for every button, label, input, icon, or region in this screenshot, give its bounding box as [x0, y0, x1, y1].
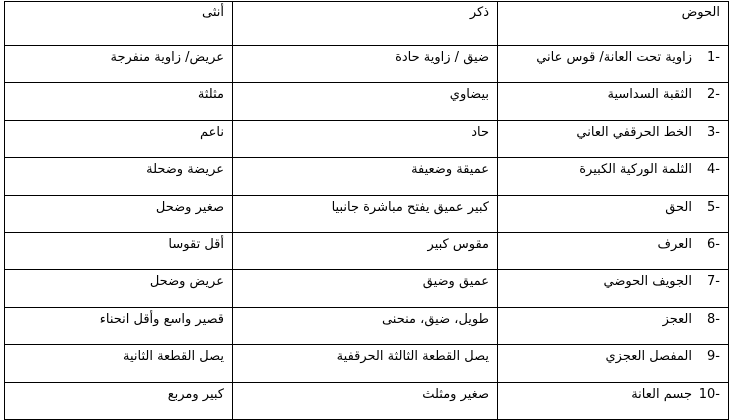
- male-cell: مقوس كبير: [233, 232, 498, 269]
- feature-cell: [498, 307, 729, 344]
- male-cell: بيضاوي: [233, 83, 498, 120]
- feature-cell: [498, 382, 729, 419]
- row-number: -2: [707, 87, 720, 103]
- table-row: [5, 195, 729, 232]
- feature-name: العجز: [662, 311, 692, 327]
- row-number: -8: [707, 311, 720, 327]
- row-number: -10: [698, 386, 720, 402]
- feature-name: الجويف الحوضي: [603, 274, 692, 290]
- male-cell: كبير عميق يفتح مباشرة جانبيا: [233, 195, 498, 232]
- header-female: أنثى: [5, 2, 233, 46]
- male-cell: يصل القطعة الثالثة الحرقفية: [233, 345, 498, 382]
- table-row: [5, 270, 729, 307]
- female-cell: مثلثة: [5, 83, 233, 120]
- header-pelvis: الحوض: [498, 2, 729, 46]
- female-cell: قصير واسع وأقل انحناء: [5, 307, 233, 344]
- row-number: -4: [707, 162, 720, 178]
- feature-cell: [498, 345, 729, 382]
- female-cell: صغير وضحل: [5, 195, 233, 232]
- table-row: [5, 83, 729, 120]
- feature-cell: [498, 83, 729, 120]
- feature-cell: [498, 195, 729, 232]
- feature-cell: [498, 232, 729, 269]
- table-row: [5, 232, 729, 269]
- row-number: -7: [707, 274, 720, 290]
- row-number: -6: [707, 236, 720, 252]
- male-cell: عميق وضيق: [233, 270, 498, 307]
- feature-name: زاوية تحت العانة/ قوس عاني: [536, 50, 692, 65]
- male-cell: حاد: [233, 120, 498, 157]
- feature-cell: [498, 46, 729, 83]
- feature-name: الخط الحرقفي العاني: [576, 124, 692, 140]
- female-cell: كبير ومربع: [5, 382, 233, 419]
- feature-name: جسم العانة: [631, 386, 692, 402]
- feature-name: الحق: [665, 199, 692, 215]
- female-cell: عريض وضحل: [5, 270, 233, 307]
- pelvis-comparison-table: [4, 1, 729, 420]
- feature-name: المفصل العجزي: [605, 349, 692, 365]
- female-cell: يصل القطعة الثانية: [5, 345, 233, 382]
- female-cell: عريض/ زاوية منفرجة: [5, 46, 233, 83]
- header-male: ذكر: [233, 2, 498, 46]
- table-row: [5, 46, 729, 83]
- table-row: [5, 382, 729, 419]
- feature-cell: [498, 158, 729, 195]
- female-cell: أقل تقوسا: [5, 232, 233, 269]
- table-row: [5, 120, 729, 157]
- row-number: -1: [707, 50, 720, 65]
- table-row: [5, 345, 729, 382]
- row-number: -9: [707, 349, 720, 365]
- female-cell: ناعم: [5, 120, 233, 157]
- header-row: [5, 2, 729, 46]
- table-row: [5, 307, 729, 344]
- row-number: -5: [707, 199, 720, 215]
- table-row: [5, 158, 729, 195]
- feature-cell: [498, 270, 729, 307]
- male-cell: عميقة وضعيفة: [233, 158, 498, 195]
- row-number: -3: [707, 124, 720, 140]
- male-cell: طويل، ضيق، منحنى: [233, 307, 498, 344]
- male-cell: صغير ومثلث: [233, 382, 498, 419]
- feature-name: الثلمة الوركية الكبيرة: [579, 162, 692, 178]
- feature-cell: [498, 120, 729, 157]
- female-cell: عريضة وضحلة: [5, 158, 233, 195]
- male-cell: ضيق / زاوية حادة: [233, 46, 498, 83]
- feature-name: العرف: [657, 236, 692, 252]
- feature-name: الثقبة السداسية: [607, 87, 692, 103]
